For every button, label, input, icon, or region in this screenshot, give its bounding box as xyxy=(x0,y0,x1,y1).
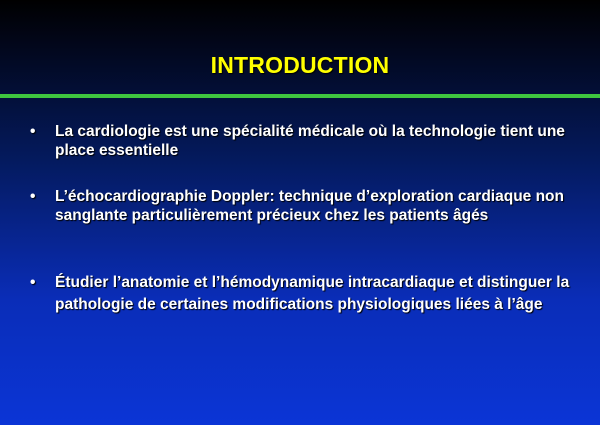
bullet-item xyxy=(30,187,570,225)
bullet-item xyxy=(30,122,570,160)
bullet-text: La cardiologie est une spécialité médicale où la technologie tient une place essentielle xyxy=(55,123,565,159)
bullet-text: L’échocardiographie Doppler: technique d’exploration cardiaque non sanglante particulièrement précieux chez les patients âgés xyxy=(55,188,564,224)
slide-title: INTRODUCTION xyxy=(210,52,390,78)
bullet-marker: • xyxy=(30,188,36,205)
bullet-text: Étudier l’anatomie et l’hémodynamique intracardiaque et distinguer la pathologie de certaines modifications physiologiques liées à l’âge xyxy=(55,274,570,313)
bullet-item xyxy=(30,272,570,316)
bullet-marker: • xyxy=(30,123,36,140)
bullet-marker: • xyxy=(30,274,36,291)
title-divider xyxy=(0,94,600,98)
